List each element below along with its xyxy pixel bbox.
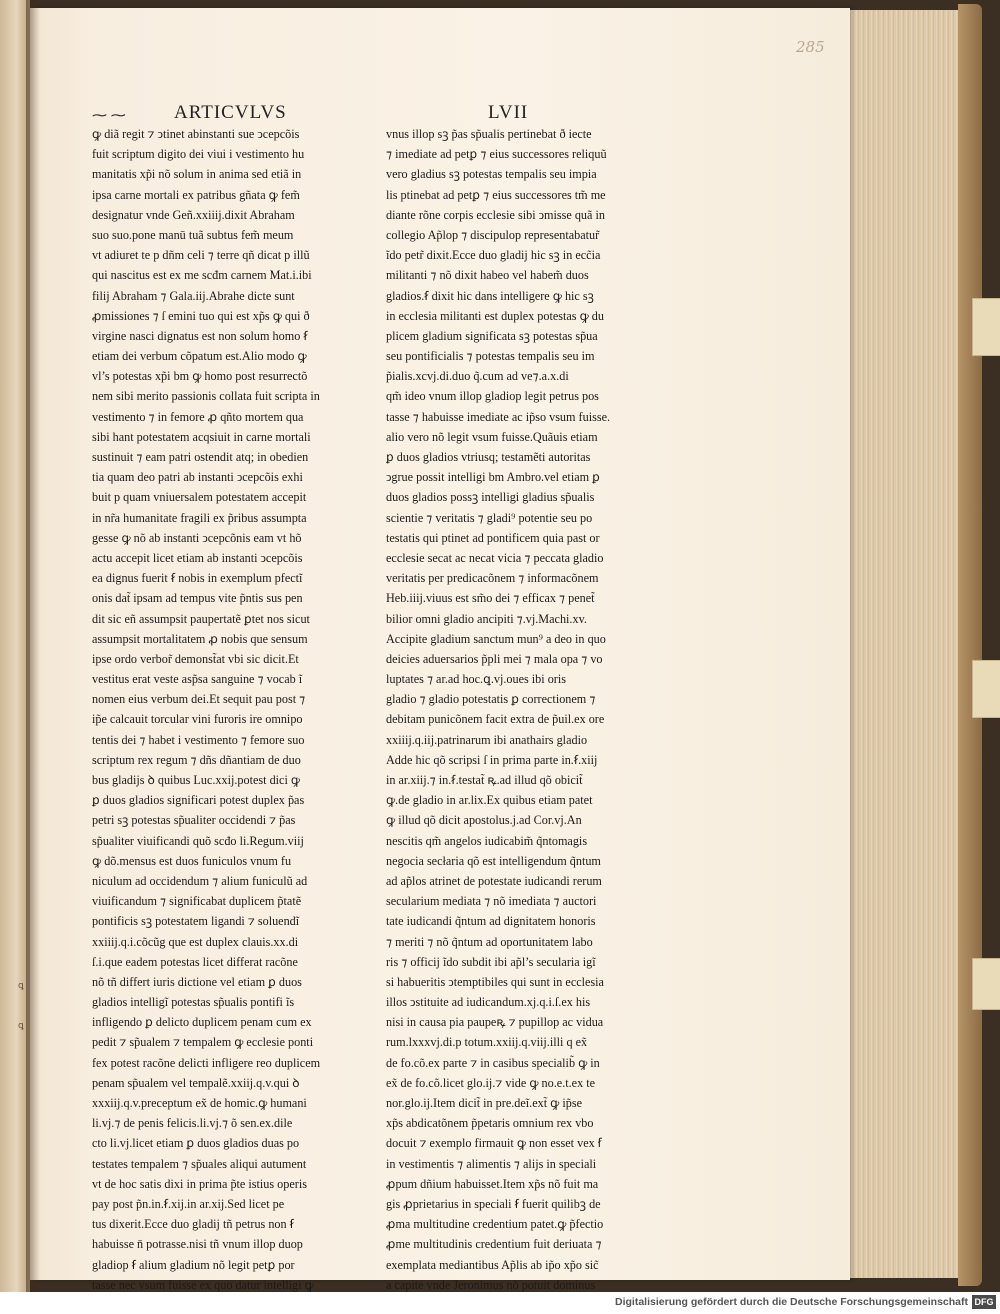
text-line: virgine nasci dignatus est non solum homo ẜ	[92, 328, 308, 343]
text-line: tasse ⁊ habuisse imediate ac ip̃so vsum fuisse.	[386, 409, 611, 424]
text-line: designatur vnde Geñ.xxiiij.dixit Abraham	[92, 207, 295, 222]
text-line: a capite vnde Jeronimus nõ potuit dominus	[386, 1277, 596, 1292]
text-line: qm̃ ideo vnum illop gladiop legit petrus pos	[386, 389, 599, 404]
text-line: ꝓma multitudine credentium patet.ꝙ p̃fectio	[386, 1217, 604, 1232]
text-line: vl’s potestas xp̃i bm ꝙ homo post resurrectõ	[92, 369, 308, 384]
text-line: nem sibi merito passionis collata fuit scripta in	[92, 389, 320, 404]
text-line: xxxiij.q.v.preceptum ex̃ de homic.ꝙ humani	[92, 1096, 307, 1110]
text-line: diante rõne corpis ecclesie sibi ↄmisse quã in	[386, 207, 605, 222]
text-line: sibi hant potestatem acqsiuit in carne mortali	[92, 429, 311, 444]
folio-number: 285	[796, 38, 825, 56]
running-header-left: ARTICVLVS	[174, 102, 287, 123]
text-line: xxiiij.q.iij.patrinarum ibi anathairs gladio	[386, 732, 588, 747]
text-line: nisi in causa pia paupeꝶ ⁊ pupillop ac vidua	[386, 1015, 604, 1030]
text-line: actu accepit licet etiam ab instanti ↄcepcõis	[92, 550, 303, 565]
text-line: ipse ordo verbor̃ demonst̃at vbi sic dicit.Et	[92, 651, 299, 666]
text-line: fex potest racõne delicti infligere reo duplicem	[92, 1055, 321, 1070]
text-line: petri sꝫ potestas sp̃ualiter occidendi ⁊ p̃as	[92, 813, 296, 828]
running-header-right: LVII	[488, 102, 529, 123]
text-line: ip̃e calcauit torcular vini furoris ire omnipo	[92, 712, 303, 727]
text-line: niculum ad occidendum ⁊ alium funiculũ ad	[92, 873, 308, 888]
footer-bar	[0, 1292, 1000, 1314]
text-line: gladio ⁊ gladio potestatis ꝑ correctionem ⁊	[386, 692, 596, 707]
text-line: testatis qui ptinet ad pontificem quia past or	[386, 530, 600, 545]
text-line: exemplata mediantibus Ap̃lis ab ip̃o xp̃o sic̃	[386, 1257, 599, 1272]
text-line: ad ap̃los atrinet de potestate iudicandi rerum	[386, 873, 602, 888]
text-line: penam sp̃ualem vel tempalẽ.xxiij.q.v.qui ꝺ	[92, 1075, 300, 1090]
text-line: debitam punicõnem facit extra de p̃uil.ex ore	[386, 712, 605, 727]
text-line: li.vj.⁊ de penis felicis.li.vj.⁊ õ sen.ex.dile	[92, 1116, 293, 1131]
text-line: cto li.vj.licet etiam ꝑ duos gladios duas po	[92, 1136, 300, 1151]
text-line: gladiop ẜ alium gladium nõ legit petꝑ por	[92, 1257, 295, 1272]
text-line: ꝙ dõ.mensus est duos funiculos vnum fu	[92, 853, 292, 868]
text-line: xp̃s abdicatõnem p̃petaris omnium rex vbo	[386, 1116, 594, 1131]
text-line: in ecclesia militanti est duplex potestas ꝙ du	[386, 308, 604, 323]
page-marker-tab	[972, 298, 1000, 356]
text-line: lis ptinebat ad petꝑ ⁊ eius successores tm̃ me	[386, 187, 606, 202]
text-line: ecclesie secat ac necat vicia ⁊ peccata gladio	[386, 550, 604, 565]
text-line: nõ tñ differt iuris dictione vel etiam ꝑ duos	[92, 974, 302, 989]
text-line: ꝓpum dñium habuisset.Item xp̃s nõ fuit ma	[386, 1176, 599, 1191]
text-line: collegio Ap̃lop ⁊ discipulop representabatur̃	[386, 227, 600, 242]
text-line: testates tempalem ⁊ sp̃uales aliqui autument	[92, 1156, 307, 1171]
text-line: alio vero nõ legit vsum fuisse.Quãuis etiam	[386, 429, 598, 444]
text-line: in nr̃a humanitate fragili ex p̃ribus assumpta	[92, 510, 307, 525]
text-line: infligendo ꝑ delicto duplicem penam cum ex	[92, 1015, 312, 1030]
text-line: tentis dei ⁊ habet i vestimento ⁊ femore suo	[92, 732, 305, 747]
page-marker-tab	[972, 958, 1000, 1010]
text-line: tasse nec vsum fuisse ex quo datur intelligi ꝙ	[92, 1277, 314, 1292]
page-block-fore-edge	[850, 10, 960, 1278]
text-line: Adde hic qõ scripsi ſ in prima parte in.ẜ.xiij	[386, 752, 598, 767]
text-line: vestimento ⁊ in femore ꝓ qñto mortem qua	[92, 409, 304, 424]
text-line: si habueritis ↄtemptibiles qui sunt in ecclesia	[386, 974, 604, 989]
text-line: buit p quam vniuersalem potestatem accepit	[92, 490, 307, 505]
text-line: pontificis sꝫ potestatem ligandi ⁊ soluendĩ	[92, 914, 300, 929]
text-line: dit sic eñ assumpsit paupertatẽ ꝑtet nos sicut	[92, 611, 310, 626]
text-line: gesse ꝙ nõ ab instanti ↄcepcõnis eam vt hõ	[92, 530, 302, 545]
text-line: ꝓme multitudinis credentium fuit deriuata ⁊	[386, 1237, 602, 1252]
text-line: sustinuit ⁊ eam patri ostendit atq; in obedien	[92, 450, 309, 464]
text-column-left	[92, 124, 354, 1295]
text-line: vestitus erat veste asp̃sa sanguine ⁊ vocab ĩ	[92, 672, 303, 687]
text-line: viuificandum ⁊ significabat duplicem p̃tatẽ	[92, 894, 302, 909]
gutter-shadow	[26, 0, 40, 1292]
text-line: luptates ⁊ ar.ad hoc.ꝗ.vj.oues ibi oris	[386, 672, 566, 687]
text-line: vt adiuret te p dñm celi ⁊ terre qñ dicat p illũ	[92, 248, 310, 263]
text-line: assumpsit mortalitatem ꝓ nobis que sensum	[92, 631, 308, 646]
text-line: nomen eius verbum dei.Et sequit pau post ⁊	[92, 692, 306, 707]
text-line: rum.lxxxvj.di.p totum.xxiij.q.viij.illi q ex̃	[386, 1035, 588, 1050]
text-line: nescitis qm̃ angelos iudicabim̃ q̃ntomagis	[386, 833, 588, 848]
text-line: duos gladios possꝫ intelligi gladius sp̃ualis	[386, 490, 595, 505]
text-line: p̃ialis.xcvj.di.duo q̃.cum ad ve⁊.a.x.di	[386, 369, 569, 384]
text-line: etiam dei verbum cõpatum est.Alio modo ꝙ	[92, 349, 307, 364]
text-line: xxiiij.q.i.cõcũg que est duplex clauis.xx.di	[92, 934, 299, 949]
text-line: ꝑ duos gladios vtriusq; testamẽti autoritas	[386, 450, 591, 464]
text-line: bus gladijs ꝺ quibus Luc.xxij.potest dici ꝙ	[92, 773, 301, 787]
text-line: tus dixerit.Ecce duo gladij tñ petrus non ẜ	[92, 1217, 294, 1232]
text-line: vnus illop sꝫ p̃as sp̃ualis pertinebat ð iecte	[386, 127, 592, 141]
funding-notice: Digitalisierung gefördert durch die Deutsche Forschungsgemeinschaft	[615, 1296, 968, 1308]
text-line: ꝙ.de gladio in ar.lix.Ex quibus etiam patet	[386, 793, 593, 808]
dfg-logo: DFG	[972, 1295, 996, 1309]
text-line: secularium mediata ⁊ nõ imediata ⁊ auctori	[386, 894, 597, 909]
text-line: ex̃ de fo.cõ.licet glo.ij.⁊ vide ꝙ no.e.t.ex te	[386, 1075, 596, 1090]
text-line: onis dat̃ ipsam ad tempus vite p̃ntis sus pen	[92, 591, 303, 606]
text-line: suo suo.pone manū tuã subtus fem̃ meum	[92, 227, 294, 242]
text-line: tate iudicandi q̃ntum ad dignitatem honoris	[386, 914, 596, 929]
text-line: pedit ⁊ sp̃ualem ⁊ tempalem ꝙ ecclesie ponti	[92, 1035, 314, 1050]
book-cover-board	[958, 4, 982, 1286]
text-line: qui nascitus est ex me scđm carnem Mat.i.ibi	[92, 268, 312, 283]
text-line: Heb.iiij.viuus est sm̃o dei ⁊ efficax ⁊ penet̃	[386, 591, 595, 606]
text-line: in ar.xiij.⁊ in.ẜ.testat̃ ꝶ.ad illud qõ obicit̃	[386, 773, 583, 787]
text-line: ĩdo petr̃ dixit.Ecce duo gladij hic sꝫ in ecc̃ia	[386, 248, 601, 263]
text-line: ris ⁊ officij ĩdo subdit ibi ap̃l’s secularia igĩ	[386, 954, 596, 969]
text-line: scriptum rex regum ⁊ dñs dñantiam de duo	[92, 752, 301, 767]
text-line: ipsa carne mortali ex patribus gñata ꝙ fem̃	[92, 187, 300, 202]
text-line: habuisse n̄ potrasse.nisi tñ vnum illop duop	[92, 1237, 303, 1252]
margin-note: ꝗ	[18, 980, 24, 990]
text-line: ꝑ duos gladios significari potest duplex p̃as	[92, 793, 305, 808]
text-line: tia quam deo patri ab instanti ↄcepcõis exhi	[92, 470, 303, 485]
text-line: ⁊ meriti ⁊ nõ q̃ntum ad oportunitatem labo	[386, 934, 593, 949]
text-line: gladios intelligĩ potestas sp̃ualis pontifi ĩs	[92, 995, 295, 1010]
margin-note: ꝗ	[18, 1020, 24, 1030]
page-marker-tab	[972, 660, 1000, 718]
text-line: ꝙ diã regit ⁊ ↄtinet abinstanti sue ↄcepcõis	[92, 127, 300, 141]
text-line: deicies aduersarios p̃pli mei ⁊ mala opa ⁊ vo	[386, 651, 603, 666]
text-line: ꝓmissiones ⁊ ſ emini tuo qui est xp̃s ꝙ qui ð	[92, 308, 310, 323]
text-line: Accipite gladium sanctum mun⁹ a deo in quo	[386, 631, 606, 646]
text-line: veritatis per predicacõnem ⁊ informacõnem	[386, 571, 599, 586]
text-line: pay post p̃n.in.ẜ.xij.in ar.xij.Sed licet pe	[92, 1196, 285, 1211]
text-column-right	[386, 124, 652, 1295]
text-line: filij Abraham ⁊ Gala.iij.Abrahe dicte sunt	[92, 288, 295, 303]
text-line: ↄgrue possit intelligi bm Ambro.vel etiam ꝑ	[386, 470, 600, 485]
text-line: docuit ⁊ exemplo firmauit ꝙ non esset vex ẜ	[386, 1136, 602, 1151]
text-line: scientie ⁊ veritatis ⁊ gladi⁹ potentie seu po	[386, 510, 593, 525]
text-line: ꝙ illud qõ dicit apostolus.j.ad Cor.vj.An	[386, 813, 582, 828]
text-line: sp̃ualiter viuificandi quõ scđo li.Regum.viij	[92, 833, 304, 848]
text-line: plicem gladium significata sꝫ potestas sp̃ua	[386, 328, 598, 343]
text-line: gladios.ẜ dixit hic dans intelligere ꝙ hic sꝫ	[386, 288, 594, 303]
header-ornament: ⁓ ⁓	[92, 108, 126, 124]
text-line: ⁊ imediate ad petꝑ ⁊ eius successores reliquũ	[386, 147, 607, 162]
text-line: vero gladius sꝫ potestas tempalis seu impia	[386, 167, 597, 182]
text-line: manitatis xp̃i nõ solum in anima sed etiã in	[92, 167, 302, 182]
text-line: de fo.cõ.ex parte ⁊ in casibus specialib̃ ꝙ in	[386, 1055, 600, 1070]
text-line: illos ↄstituite ad iudicandum.xj.q.i.ſ.ex his	[386, 995, 591, 1010]
text-line: bilior omni gladio ancipiti ⁊.vj.Machi.xv.	[386, 611, 587, 626]
text-line: gis ꝓprietarius in speciali ẜ fuerit quilibꝫ de	[386, 1196, 601, 1211]
text-line: ea dignus fuerit ẜ nobis in exemplum pfectĩ	[92, 571, 303, 586]
text-line: seu pontificialis ⁊ potestas tempalis seu im	[386, 349, 595, 364]
text-line: in vestimentis ⁊ alimentis ⁊ alijs in speciali	[386, 1156, 597, 1171]
text-line: negocia secłaria qõ est intelligendum q̃ntum	[386, 853, 601, 868]
text-line: nor.glo.ij.Item dicit̃ in pre.deĩ.ext̃ ꝙ ip̃se	[386, 1096, 582, 1110]
text-line: vt de hoc satis dixi in prima p̃te istius operis	[92, 1176, 307, 1191]
text-line: ſ.i.que eadem potestas licet differat racõne	[92, 954, 298, 969]
text-line: militanti ⁊ nõ dixit habeo vel habem̃ duos	[386, 268, 589, 283]
text-line: fuit scriptum digito dei viui i vestimento hu	[92, 147, 305, 162]
